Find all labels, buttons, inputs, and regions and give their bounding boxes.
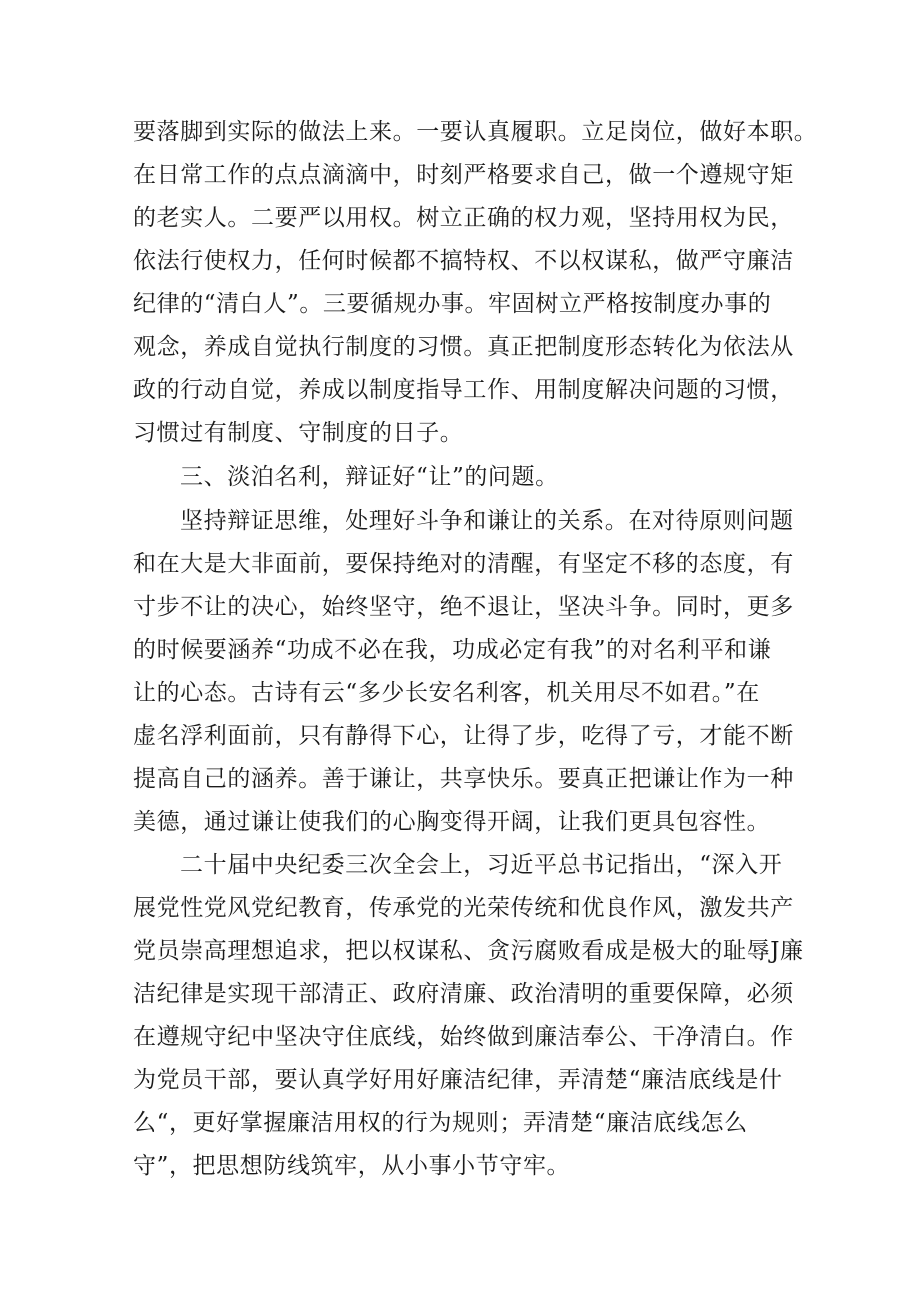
text-line: 寸步不让的决心，始终坚守，绝不退让，坚决斗争。同时，更多 (133, 594, 794, 620)
text-line: 依法行使权力，任何时候都不搞特权、不以权谋私，做严守廉洁 (133, 248, 794, 274)
text-line: 虚名浮利面前，只有静得下心，让得了步，吃得了亏，才能不断 (133, 723, 794, 749)
text-line: 为党员干部，要认真学好用好廉洁纪律，弄清楚“廉洁底线是什 (133, 1067, 783, 1093)
text-line: 展党性党风党纪教育，传承党的光荣传统和优良作风，激发共产 (133, 895, 794, 921)
text-line: 党员崇高理想追求，把以权谋私、贪污腐败看成是极大的耻辱J廉 (133, 938, 804, 964)
text-line: 美德，通过谦让使我们的心胸变得开阔，让我们更具包容性。 (133, 809, 771, 835)
text-line: 纪律的“清白人”。三要循规办事。牢固树立严格按制度办事的 (133, 291, 772, 317)
text-line: 在日常工作的点点滴滴中，时刻严格要求自己，做一个遵规守矩 (133, 162, 794, 188)
text-line: 么“，更好掌握廉洁用权的行为规则；弄清楚“廉洁底线怎么 (133, 1110, 748, 1136)
text-line: 习惯过有制度、守制度的日子。 (133, 420, 464, 446)
text-line: 让的心态。古诗有云“多少长安名利客，机关用尽不如君。”在 (133, 680, 760, 706)
text-line: 的老实人。二要严以用权。树立正确的权力观，坚持用权为民， (133, 205, 794, 231)
text-line: 坚持辩证思维，处理好斗争和谦让的关系。在对待原则问题 (180, 508, 794, 534)
text-line: 守”，把思想防线筑牢，从小事小节守牢。 (133, 1153, 571, 1179)
text-line: 洁纪律是实现干部清正、政府清廉、政治清明的重要保障，必须 (133, 981, 794, 1007)
section-heading: 三、淡泊名利，辩证好“让”的问题。 (180, 464, 559, 490)
text-line: 要落脚到实际的做法上来。一要认真履职。立足岗位，做好本职。 (133, 119, 818, 145)
text-line: 提高自己的涵养。善于谦让，共享快乐。要真正把谦让作为一种 (133, 766, 794, 792)
text-line: 观念，养成自觉执行制度的习惯。真正把制度形态转化为依法从 (133, 334, 794, 360)
text-line: 二十届中央纪委三次全会上，习近平总书记指出，“深入开 (180, 852, 783, 878)
text-line: 的时候要涵养“功成不必在我，功成必定有我”的对名利平和谦 (133, 637, 772, 663)
text-line: 在遵规守纪中坚决守住底线，始终做到廉洁奉公、干净清白。作 (133, 1024, 794, 1050)
text-line: 政的行动自觉，养成以制度指导工作、用制度解决问题的习惯， (133, 377, 794, 403)
text-line: 和在大是大非面前，要保持绝对的清醒，有坚定不移的态度，有 (133, 551, 794, 577)
